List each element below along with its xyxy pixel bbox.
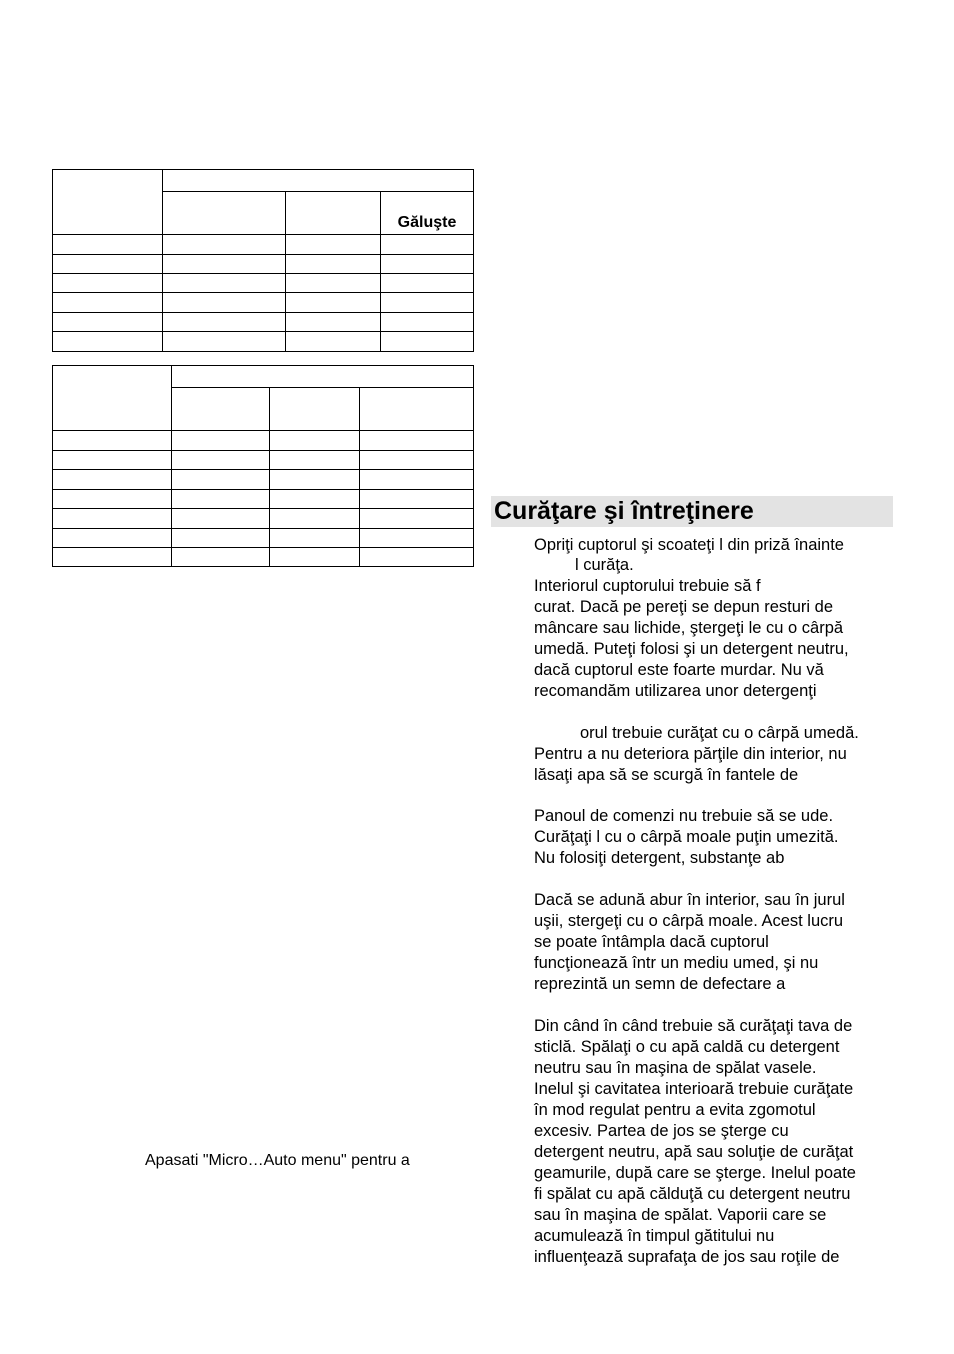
auto-menu-note: Apasati "Micro…Auto menu" pentru a [145, 1152, 410, 1169]
table-cell [53, 548, 172, 567]
table-cell [270, 470, 360, 490]
table-cell [270, 529, 360, 548]
table-cell [360, 529, 474, 548]
table-cell [53, 431, 172, 451]
table-cell [163, 170, 474, 192]
table-cell [172, 470, 270, 490]
table-cell [172, 431, 270, 451]
table-cell [53, 451, 172, 470]
table-cell [360, 509, 474, 529]
table-cell [53, 255, 163, 274]
paragraph-line: curat. Dacă pe pereţi se depun resturi de [534, 598, 834, 616]
table-cell [286, 255, 381, 274]
table-cell [360, 548, 474, 567]
paragraph-line: reprezintă un semn de defectare a [534, 975, 786, 993]
table-cell [53, 332, 163, 352]
table-cell [172, 490, 270, 509]
paragraph-line: Panoul de comenzi nu trebuie să se ude. [534, 807, 834, 825]
cooking-table-1 [52, 169, 474, 352]
table-cell [163, 235, 286, 255]
paragraph-line: excesiv. Partea de jos se şterge cu [534, 1122, 789, 1140]
table-cell [381, 274, 474, 293]
table-cell [381, 293, 474, 313]
table-header-galuste: Găluşte [381, 192, 474, 235]
paragraph-line: mâncare sau lichide, ştergeţi le cu o cârpă [534, 619, 844, 637]
table-cell [53, 366, 172, 431]
table-cell [286, 293, 381, 313]
cooking-table-2 [52, 365, 474, 567]
paragraph-line: recomandăm utilizarea unor detergenţi [534, 682, 817, 700]
paragraph-line: funcţionează într un mediu umed, şi nu [534, 954, 819, 972]
paragraph-line: Pentru a nu deteriora părţile din interior, nu [534, 745, 847, 763]
table-cell [270, 548, 360, 567]
table-cell [53, 529, 172, 548]
paragraph-line: Dacă se adună abur în interior, sau în jurul [534, 891, 845, 909]
table-cell [360, 451, 474, 470]
paragraph-line: detergent neutru, apă sau soluţie de curăţat [534, 1143, 854, 1161]
table-cell [286, 274, 381, 293]
paragraph-line: dacă cuptorul este foarte murdar. Nu vă [534, 661, 824, 679]
table-cell [286, 332, 381, 352]
paragraph-line: Opriţi cuptorul şi scoateţi l din priză înainte [534, 536, 844, 554]
table-cell [163, 313, 286, 332]
paragraph-line: se poate întâmpla dacă cuptorul [534, 933, 769, 951]
paragraph-line: Nu folosiţi detergent, substanţe ab [534, 849, 785, 867]
table-cell [286, 313, 381, 332]
paragraph-line: în mod regulat pentru a evita zgomotul [534, 1101, 816, 1119]
table-cell [53, 293, 163, 313]
paragraph-line: Curăţaţi l cu o cârpă moale puţin umezită. [534, 828, 839, 846]
table-cell [172, 366, 474, 388]
paragraph-line: sticlă. Spălaţi o cu apă caldă cu detergent [534, 1038, 840, 1056]
paragraph-line: orul trebuie curăţat cu o cârpă umedă. [580, 724, 859, 742]
table-cell [172, 529, 270, 548]
paragraph-line: Inelul şi cavitatea interioară trebuie curăţate [534, 1080, 854, 1098]
table-cell [163, 192, 286, 235]
table-cell [381, 255, 474, 274]
paragraph-line: Interiorul cuptorului trebuie să f [534, 577, 761, 595]
paragraph-line: fi spălat cu apă călduţă cu detergent neutru [534, 1185, 851, 1203]
table-cell [172, 548, 270, 567]
table-cell [270, 490, 360, 509]
table-cell [286, 192, 381, 235]
table-cell [53, 313, 163, 332]
paragraph-line: uşii, stergeţi cu o cârpă moale. Acest lucru [534, 912, 844, 930]
table-cell [381, 332, 474, 352]
table-cell [172, 509, 270, 529]
paragraph-line: neutru sau în maşina de spălat vasele. [534, 1059, 817, 1077]
table-cell [172, 451, 270, 470]
section-heading: Curăţare şi întreţinere [491, 496, 893, 527]
paragraph-line: umedă. Puteţi folosi şi un detergent neutru, [534, 640, 849, 658]
paragraph-line: Din când în când trebuie să curăţaţi tava de [534, 1017, 853, 1035]
table-cell [163, 255, 286, 274]
table-cell [163, 332, 286, 352]
table-cell [53, 274, 163, 293]
table-cell [53, 509, 172, 529]
table-cell [53, 490, 172, 509]
table-cell [360, 388, 474, 431]
paragraph-line: lăsaţi apa să se scurgă în fantele de [534, 766, 799, 784]
table-cell [270, 451, 360, 470]
table-cell [270, 431, 360, 451]
table-cell [360, 470, 474, 490]
table-cell [53, 170, 163, 235]
table-cell [381, 313, 474, 332]
table-cell [270, 388, 360, 431]
paragraph-line: sau în maşina de spălat. Vaporii care se [534, 1206, 827, 1224]
table-cell [172, 388, 270, 431]
paragraph-line: l curăţa. [575, 556, 634, 574]
table-cell [360, 431, 474, 451]
paragraph-line: influenţează suprafaţa de jos sau roţile de [534, 1248, 840, 1266]
table-cell [270, 509, 360, 529]
table-cell [360, 490, 474, 509]
paragraph-line: geamurile, după care se şterge. Inelul poate [534, 1164, 856, 1182]
table-cell [53, 235, 163, 255]
table-cell [163, 274, 286, 293]
table-cell [286, 235, 381, 255]
paragraph-line: acumulează în timpul gătitului nu [534, 1227, 775, 1245]
table-cell [53, 470, 172, 490]
table-cell [381, 235, 474, 255]
table-cell [163, 293, 286, 313]
